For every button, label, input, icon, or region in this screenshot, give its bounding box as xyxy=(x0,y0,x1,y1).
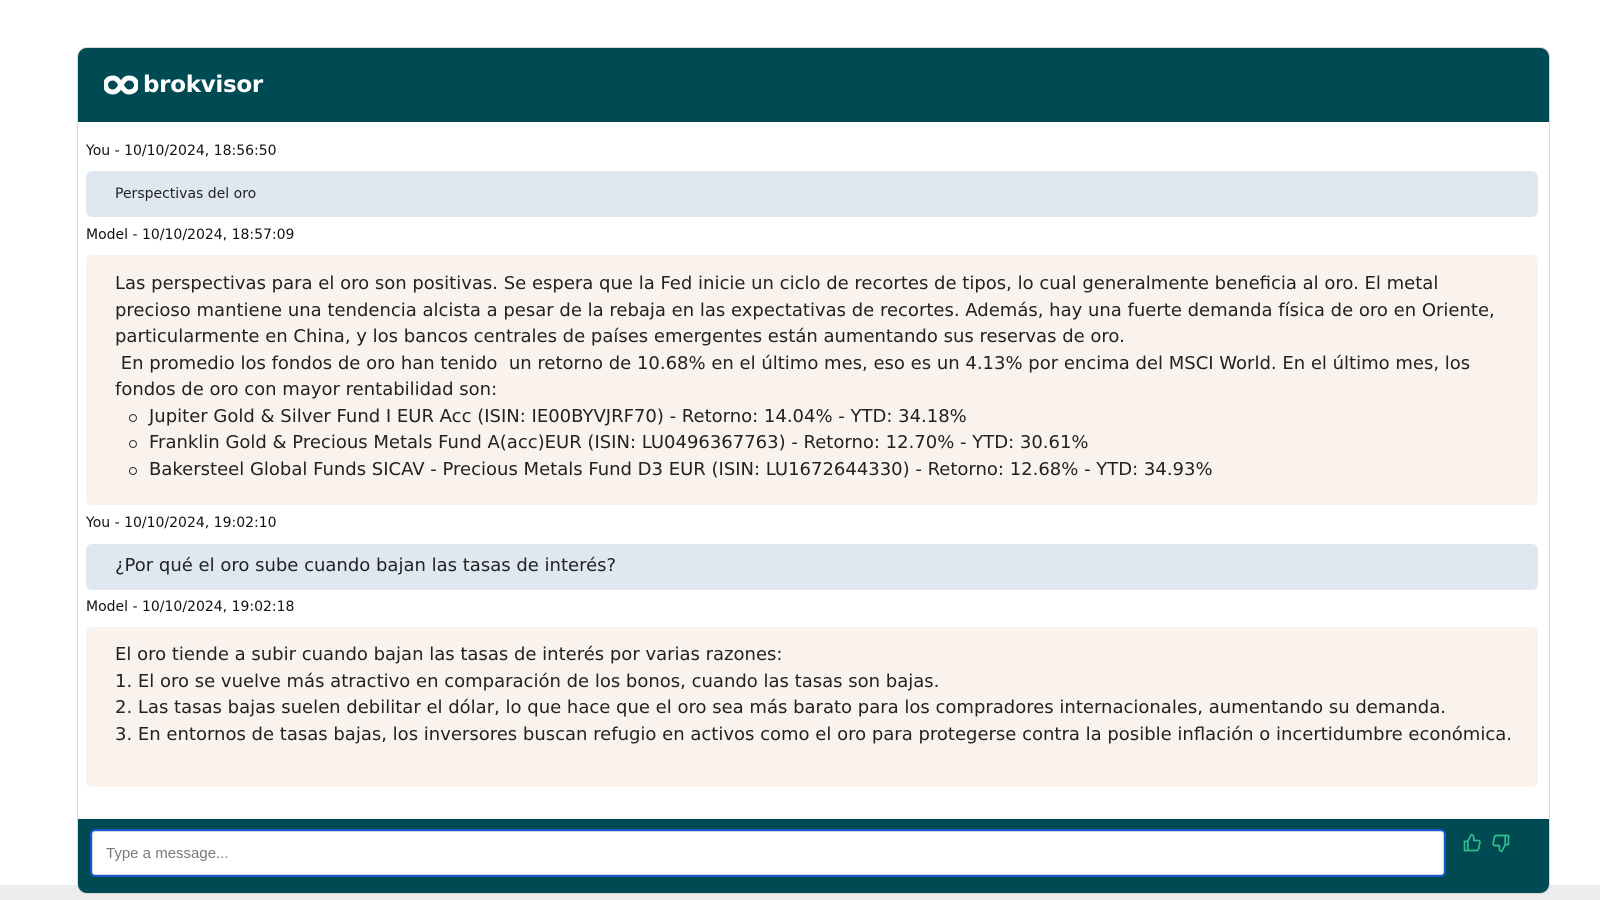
model-message xyxy=(86,255,1538,505)
model-paragraph: En promedio los fondos de oro han tenido un retorno de 10.68% en el último mes, eso es un 4.13% por encima del MSCI World. En el último mes, los fondos de oro con mayor rentabilidad son: xyxy=(115,352,1476,400)
thumbs-down-button[interactable] xyxy=(1490,832,1512,854)
user-message xyxy=(86,171,1538,217)
chat-history[interactable] xyxy=(78,122,1549,867)
fund-list-item: Bakersteel Global Funds SICAV - Precious Metals Fund D3 EUR (ISIN: LU1672644330) - Retorno: 12.68% - YTD: 34.93% xyxy=(115,457,1512,484)
model-line: 2. Las tasas bajas suelen debilitar el dólar, lo que hace que el oro sea más barato para los compradores internacionales, aumentando su demanda. xyxy=(115,697,1446,718)
user-message xyxy=(86,544,1538,590)
model-line: 3. En entornos de tasas bajas, los inversores buscan refugio en activos como el oro para protegerse contra la posible inflación o incertidumbre económica. xyxy=(115,723,1512,745)
thumbs-up-button[interactable] xyxy=(1461,832,1483,854)
model-line: 1. El oro se vuelve más atractivo en comparación de los bonos, cuando las tasas son bajas. xyxy=(115,670,940,692)
infinity-icon xyxy=(104,75,138,95)
chat-window xyxy=(77,47,1550,894)
message-meta: Model - 10/10/2024, 19:02:18 xyxy=(86,599,295,615)
thumbs-down-icon xyxy=(1491,833,1511,853)
model-line: El oro tiende a subir cuando bajan las tasas de interés por varias razones: xyxy=(115,644,783,665)
model-message xyxy=(86,627,1538,787)
message-meta: You - 10/10/2024, 18:56:50 xyxy=(86,143,277,159)
thumbs-up-icon xyxy=(1462,833,1482,853)
message-input[interactable] xyxy=(90,829,1446,877)
message-meta: Model - 10/10/2024, 18:57:09 xyxy=(86,227,295,243)
fund-list-item: Franklin Gold & Precious Metals Fund A(acc)EUR (ISIN: LU0496367763) - Retorno: 12.70% - YTD: 30.61% xyxy=(115,430,1512,457)
message-meta: You - 10/10/2024, 19:02:10 xyxy=(86,515,277,531)
user-message-text: ¿Por qué el oro sube cuando bajan las tasas de interés? xyxy=(115,555,617,576)
fund-list-item: Jupiter Gold & Silver Fund I EUR Acc (ISIN: IE00BYVJRF70) - Retorno: 14.04% - YTD: 34.18% xyxy=(115,404,1512,431)
user-message-text: Perspectivas del oro xyxy=(115,186,257,202)
brand-name: brokvisor xyxy=(143,72,263,98)
brand-logo[interactable] xyxy=(104,70,263,100)
model-paragraph: Las perspectivas para el oro son positivas. Se espera que la Fed inicie un ciclo de recortes de tipos, lo cual generalmente beneficia al oro. El metal precioso mantiene una tendencia alcista a pesar de la rebaja en las expectativas de recortes. Además, hay una fuerte demanda física de oro en Oriente, particularmente en China, y los bancos centrales de países emergentes están aumentando sus reservas de oro. xyxy=(115,273,1501,347)
header-bar xyxy=(78,48,1549,122)
fund-list xyxy=(115,404,1512,484)
